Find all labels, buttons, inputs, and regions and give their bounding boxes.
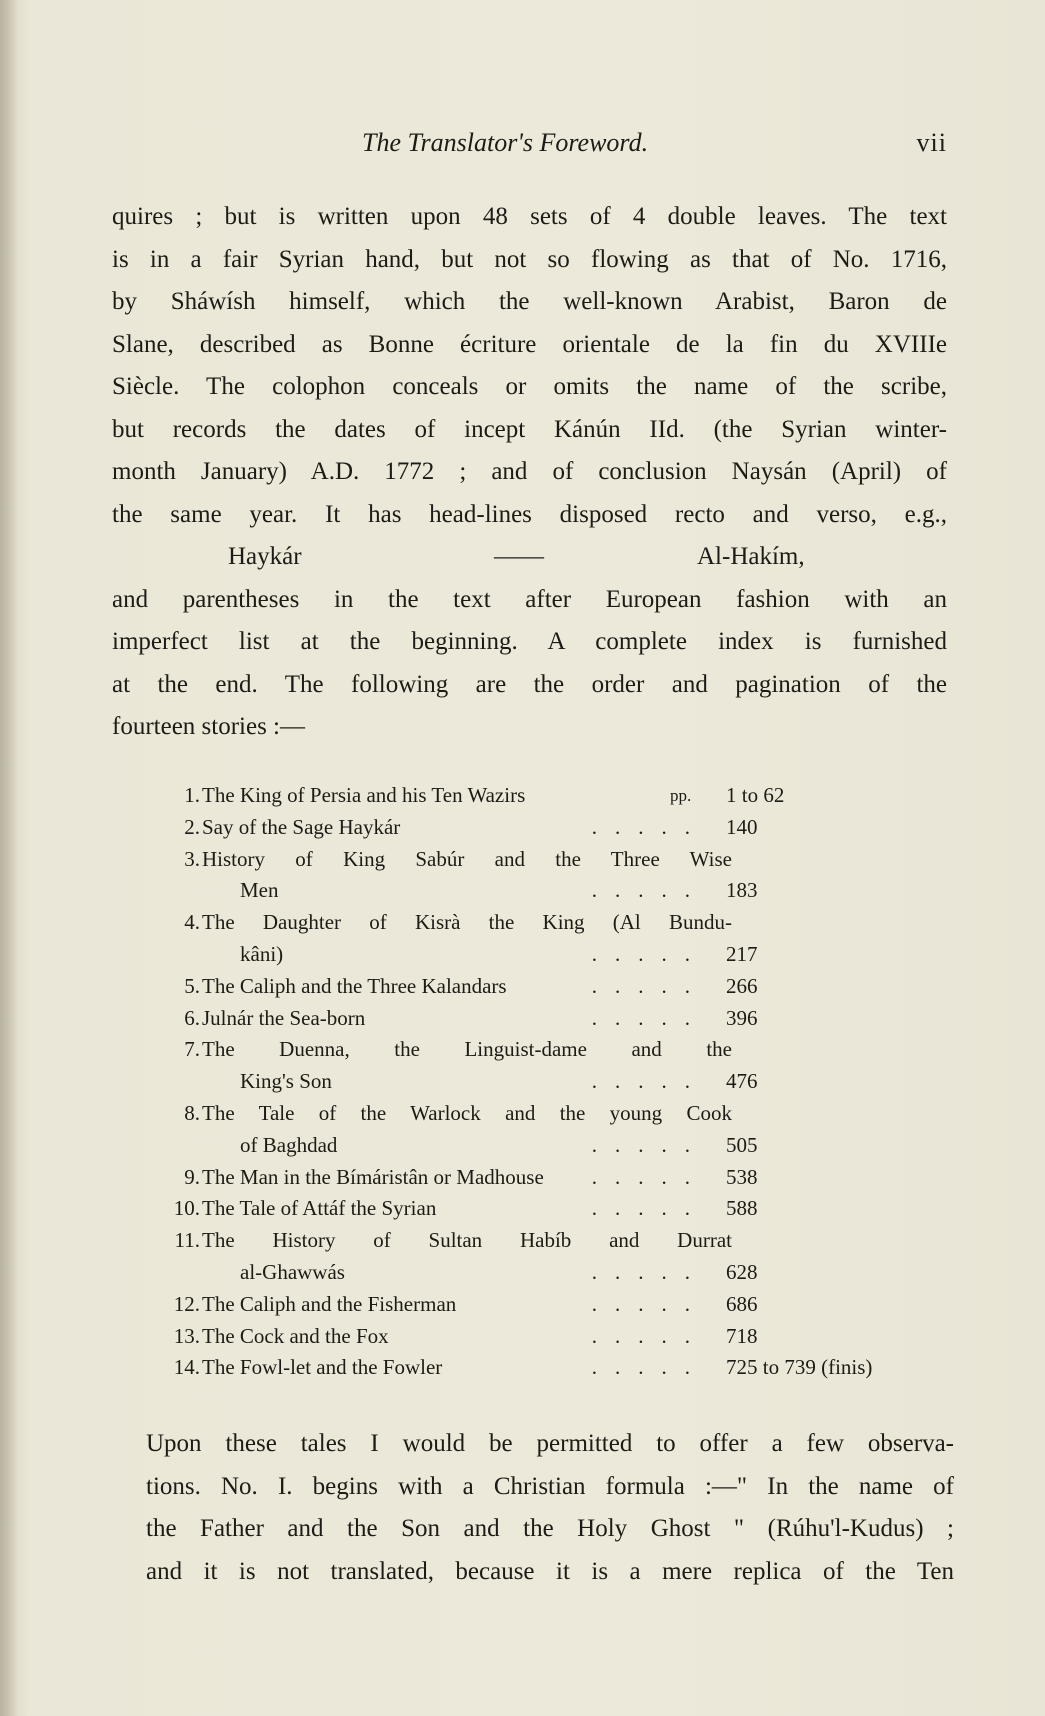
text-line: at the end. The following are the order and pagination of the	[112, 670, 947, 698]
toc-entry-page: 686	[726, 1291, 758, 1316]
toc-leader-dots: .....	[591, 1005, 708, 1030]
toc-entry-line	[160, 875, 920, 907]
toc-leader-dots: .....	[591, 814, 708, 839]
toc-entry-page: 266	[726, 973, 758, 998]
toc-entry-line	[160, 1130, 920, 1162]
toc-entry-line	[160, 1162, 920, 1194]
text-line: and it is not translated, because it is a mere replica of the Ten	[146, 1557, 954, 1585]
toc-entry-page: 476	[726, 1069, 758, 1094]
toc-entry-title: Say of the Sage Haykár	[202, 814, 401, 839]
headline-left: Haykár	[228, 543, 302, 570]
page-number: vii	[916, 128, 947, 157]
toc-entry-line	[160, 907, 920, 939]
head-lines-example	[112, 536, 947, 579]
toc-entry-line	[160, 1225, 920, 1257]
text-line: imperfect list at the beginning. A complete index is furnished	[112, 628, 947, 655]
toc-entry-title: Men	[240, 878, 279, 903]
toc-entry-line	[160, 1098, 920, 1130]
toc-entry-title: The Caliph and the Fisherman	[202, 1291, 457, 1316]
toc-leader-dots: .....	[591, 1323, 708, 1348]
toc-leader-dots: .....	[591, 1259, 708, 1284]
toc-entry-title: History of King Sabúr and the Three Wise	[202, 846, 732, 871]
toc-entry-number: 5.	[184, 973, 200, 998]
toc-entry-page: 725 to 739 (finis)	[726, 1355, 873, 1380]
text-line: quires ; but is written upon 48 sets of 4 double leaves. The text	[112, 203, 947, 230]
toc-entry-number: 4.	[184, 910, 200, 935]
toc-pp-label: pp.	[670, 786, 692, 805]
toc-leader-dots: .....	[591, 1291, 708, 1316]
text-line: fourteen stories :—	[112, 713, 306, 740]
toc-leader-dots: .....	[591, 1069, 708, 1094]
paragraph-1	[112, 196, 947, 749]
text-line: by Sháwísh himself, which the well-known Arabist, Baron de	[112, 288, 947, 315]
toc-leader-dots: .....	[591, 1132, 708, 1157]
toc-entry-line	[160, 844, 920, 876]
toc-entry-page: 538	[726, 1164, 758, 1189]
toc-leader-dots: .....	[591, 941, 708, 966]
toc-entry-title: The Cock and the Fox	[202, 1323, 389, 1348]
toc-leader-dots: .....	[591, 973, 708, 998]
headline-right: Al-Hakím,	[697, 543, 805, 570]
text-line: month January) A.D. 1772 ; and of conclusion Naysán (April) of	[112, 458, 947, 485]
text-line: and parentheses in the text after European fashion with an	[112, 585, 947, 613]
toc-entry-title: The Tale of Attáf the Syrian	[202, 1196, 437, 1221]
headline-dash: ——	[494, 543, 544, 570]
toc-entry-number: 14.	[173, 1355, 200, 1380]
toc-entry-page: 628	[726, 1259, 758, 1284]
toc-entry-title: of Baghdad	[240, 1132, 338, 1157]
toc-entry-title: Julnár the Sea-born	[202, 1005, 366, 1030]
text-line: the Father and the Son and the Holy Ghost " (Rúhu'l-Kudus) ;	[146, 1515, 954, 1542]
toc-entry-number: 2.	[184, 814, 200, 839]
toc-entry-title: The Caliph and the Three Kalandars	[202, 973, 507, 998]
toc-entry-line	[160, 1193, 920, 1225]
toc-entry-title: The History of Sultan Habíb and Durrat	[202, 1228, 732, 1253]
text-line: the same year. It has head-lines disposed recto and verso, e.g.,	[112, 500, 947, 528]
stories-table-of-contents	[160, 780, 920, 1384]
toc-entry-number: 10.	[173, 1196, 200, 1221]
toc-entry-number: 1.	[184, 783, 200, 807]
toc-entry-number: 3.	[184, 846, 200, 871]
toc-entry-number: 6.	[184, 1005, 200, 1030]
toc-entry-line	[160, 1034, 920, 1066]
toc-entry-number: 11.	[174, 1228, 200, 1253]
text-line: Slane, described as Bonne écriture orientale de la fin du XVIIIe	[112, 330, 947, 358]
toc-entry-number: 13.	[173, 1323, 200, 1348]
toc-entry-title: King's Son	[240, 1069, 332, 1094]
toc-entry-title: al-Ghawwás	[240, 1259, 345, 1284]
toc-entry-title: The King of Persia and his Ten Wazirs	[202, 783, 526, 807]
toc-entry-line	[160, 1352, 920, 1384]
toc-entry-title: The Daughter of Kisrà the King (Al Bundu-	[202, 910, 732, 935]
text-line: Siècle. The colophon conceals or omits the name of the scribe,	[112, 373, 947, 400]
toc-entry-line	[160, 1321, 920, 1353]
toc-entry-line	[160, 971, 920, 1003]
toc-entry-page: 217	[726, 941, 758, 966]
toc-entry-title: The Fowl-let and the Fowler	[202, 1355, 443, 1380]
toc-entry-page: 1 to 62	[726, 783, 785, 807]
text-line: is in a fair Syrian hand, but not so flowing as that of No. 1716,	[112, 245, 947, 273]
toc-entry-number: 12.	[173, 1291, 200, 1316]
toc-entry-page: 396	[726, 1005, 758, 1030]
toc-entry-line	[160, 1003, 920, 1035]
toc-entry-line	[160, 812, 920, 844]
paragraph-2	[146, 1423, 954, 1593]
toc-entry-page: 140	[726, 814, 758, 839]
toc-entry-page: 588	[726, 1196, 758, 1221]
text-line: Upon these tales I would be permitted to offer a few observa-	[146, 1430, 954, 1457]
toc-entry-line	[160, 1257, 920, 1289]
toc-leader-dots: .....	[591, 1164, 708, 1189]
toc-entry-number: 7.	[184, 1037, 200, 1062]
toc-leader-dots: .....	[591, 878, 708, 903]
spine-shadow	[0, 0, 18, 1716]
toc-entry-line	[160, 1289, 920, 1321]
toc-entry-title: kâni)	[240, 941, 284, 966]
toc-entry-line	[160, 939, 920, 971]
toc-entry-page: 505	[726, 1132, 758, 1157]
toc-entry-title: The Man in the Bímáristân or Madhouse	[202, 1164, 544, 1189]
text-line: tions. No. I. begins with a Christian formula :—" In the name of	[146, 1472, 954, 1500]
running-title: The Translator's Foreword.	[362, 128, 649, 157]
text-line: but records the dates of incept Kánún IId. (the Syrian winter-	[112, 415, 947, 443]
toc-entry-number: 8.	[184, 1100, 200, 1125]
page-header	[112, 128, 947, 162]
toc-entry-line	[160, 1066, 920, 1098]
toc-entry-title: The Duenna, the Linguist-dame and the	[202, 1037, 732, 1062]
toc-entry-page: 718	[726, 1323, 758, 1348]
toc-entry-number: 9.	[184, 1164, 200, 1189]
toc-entry-page: 183	[726, 878, 758, 903]
toc-entry-line	[160, 780, 920, 812]
toc-leader-dots: .....	[591, 1196, 708, 1221]
toc-leader-dots: .....	[591, 1355, 708, 1380]
toc-entry-title: The Tale of the Warlock and the young Cook	[202, 1100, 732, 1125]
